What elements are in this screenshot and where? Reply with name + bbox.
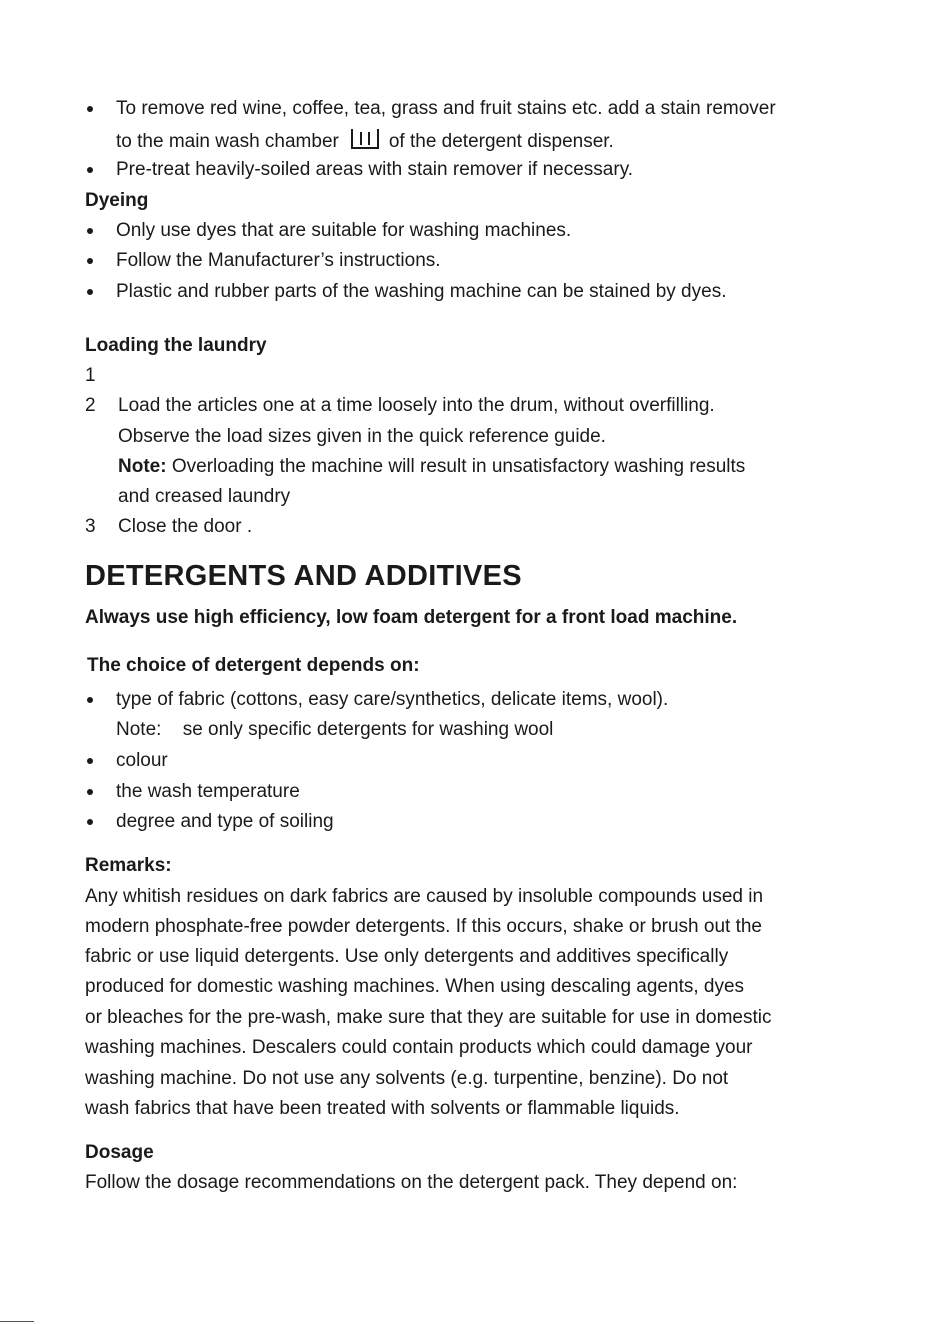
wool-note-text: se only specific detergents for washing wool [182,719,554,740]
note-text: Overloading the machine will result in unsatisfactory washing results [171,456,746,477]
remarks-line: fabric or use liquid detergents. Use only detergents and additives specifically [85,946,729,967]
step-number: 3 [85,516,96,537]
bullet-dot [87,758,93,764]
step3-text: Close the door . [118,516,253,537]
choice-heading: The choice of detergent depends on: [87,655,420,676]
dyeing-heading: Dyeing [85,190,149,211]
section-title: DETERGENTS AND ADDITIVES [85,560,522,592]
bullet-dot [87,106,93,112]
choice-item: the wash temperature [116,781,300,802]
dyeing-item: Plastic and rubber parts of the washing machine can be stained by dyes. [116,281,727,302]
stain-remover-line2 [116,128,614,157]
choice-item: degree and type of soiling [116,811,334,832]
bullet-dot [87,258,93,264]
step-number: 1 [85,365,96,386]
main-wash-chamber-icon [351,128,379,157]
stain-remover-line2-post: of the detergent dispenser. [388,131,614,152]
remarks-line: produced for domestic washing machines. When using descaling agents, dyes [85,976,745,997]
remarks-line: modern phosphate-free powder detergents. If this occurs, shake or brush out the [85,916,762,937]
step-number: 2 [85,395,96,416]
bullet-dot [87,228,93,234]
wool-note [116,718,553,742]
bullet-dot [87,167,93,173]
note-line2: and creased laundry [118,486,291,507]
loading-heading: Loading the laundry [85,335,267,356]
note-label: Note: [118,456,167,477]
choice-item: type of fabric (cottons, easy care/synthetics, delicate items, wool). [116,689,669,710]
bullet-dot [87,697,93,703]
remarks-heading: Remarks: [85,855,172,876]
remarks-line: washing machines. Descalers could contain products which could damage your [85,1037,753,1058]
stain-remover-line1: To remove red wine, coffee, tea, grass and fruit stains etc. add a stain remover [116,98,776,119]
wool-note-label: Note: [116,719,162,740]
dosage-heading: Dosage [85,1142,154,1163]
remarks-line: washing machine. Do not use any solvents (e.g. turpentine, benzine). Do not [85,1068,729,1089]
dyeing-item: Only use dyes that are suitable for washing machines. [116,220,572,241]
bullet-dot [87,289,93,295]
stain-remover-line2-pre: to the main wash chamber [116,131,339,152]
page-corner-mark [0,1321,34,1322]
dosage-text: Follow the dosage recommendations on the detergent pack. They depend on: [85,1172,738,1193]
bullet-dot [87,819,93,825]
remarks-line: or bleaches for the pre-wash, make sure that they are suitable for use in domestic [85,1007,772,1028]
remarks-line: Any whitish residues on dark fabrics are caused by insoluble compounds used in [85,886,764,907]
step2-line2: Observe the load sizes given in the quick reference guide. [118,426,606,447]
dyeing-item: Follow the Manufacturer’s instructions. [116,250,441,271]
choice-item: colour [116,750,168,771]
pretreat-text: Pre-treat heavily-soiled areas with stain remover if necessary. [116,159,634,180]
note-line1 [118,455,745,479]
detergent-subtitle: Always use high efficiency, low foam detergent for a front load machine. [85,607,738,628]
bullet-dot [87,789,93,795]
step2-line1: Load the articles one at a time loosely into the drum, without overfilling. [118,395,715,416]
remarks-line: wash fabrics that have been treated with solvents or flammable liquids. [85,1098,680,1119]
